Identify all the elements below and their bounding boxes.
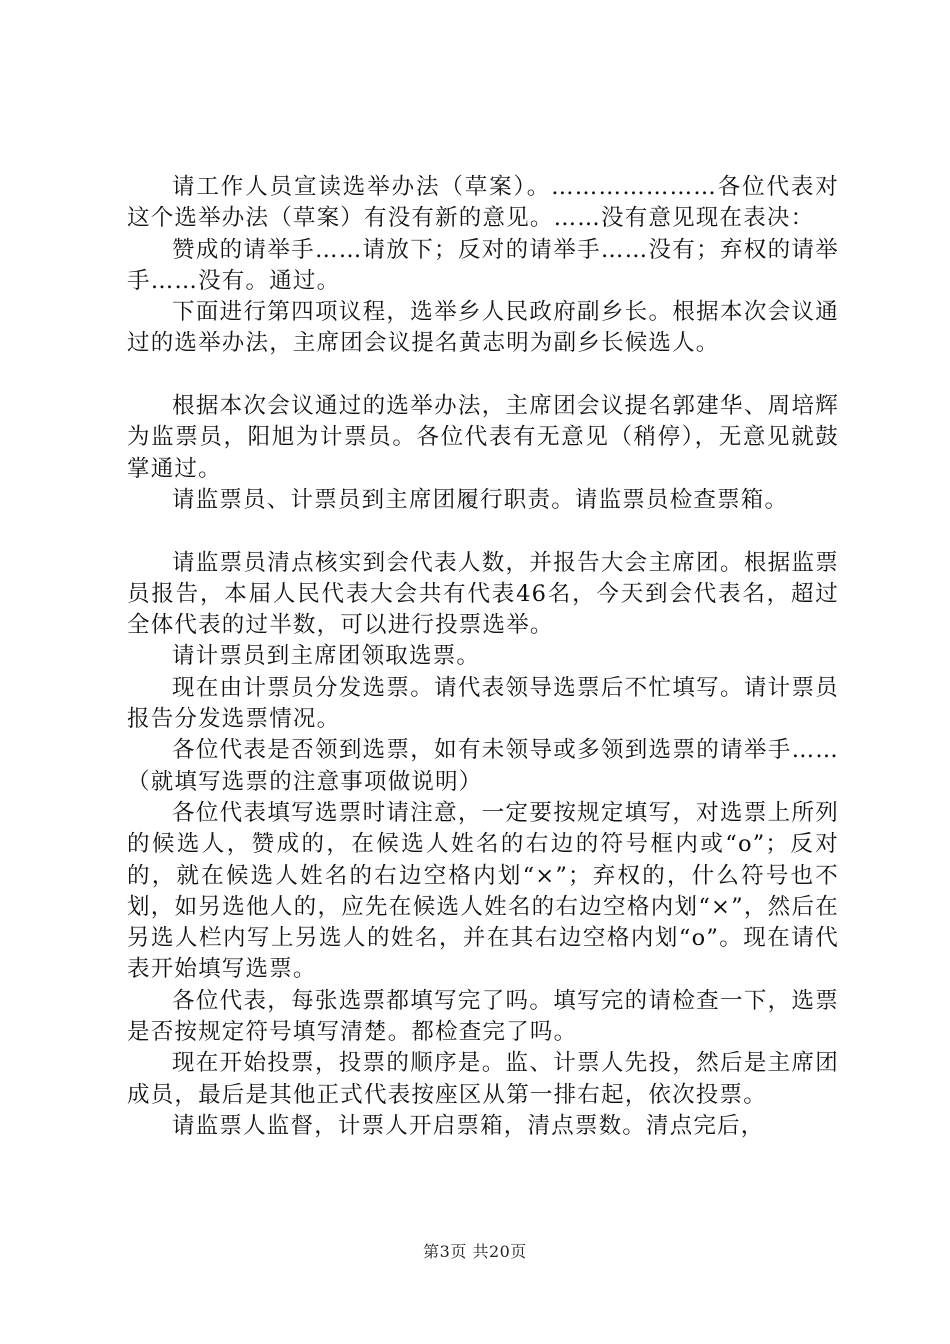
paragraph-13: 请监票人监督，计票人开启票箱，清点票数。清点完后， xyxy=(172,1112,765,1139)
paragraph-2: 赞成的请举手……请放下；反对的请举手……没有；弃权的请举手……没有。通过。 xyxy=(127,236,839,294)
paragraph-1: 请工作人员宣读选举办法（草案）。…………………各位代表对这个选举办法（草案）有没有新的意见。……没有意见现在表决： xyxy=(127,174,839,232)
paragraph-9: 各位代表是否领到选票，如有未领导或多领到选票的请举手……（就填写选票的注意事项做说明） xyxy=(127,737,839,795)
paragraph-3: 下面进行第四项议程，选举乡人民政府副乡长。根据本次会议通过的选举办法，主席团会议提名黄志明为副乡长候选人。 xyxy=(127,299,839,357)
paragraph-5: 请监票员、计票员到主席团履行职责。请监票员检查票箱。 xyxy=(172,486,789,513)
page-number-footer: 第3页 共20页 xyxy=(423,1242,527,1261)
paragraph-10: 各位代表填写选票时请注意，一定要按规定填写，对选票上所列的候选人，赞成的，在候选人姓名的右边的符号框内或“o”；反对的，就在候选人姓名的右边空格内划“×”；弃权的，什么符号也不划，如另选他人的，应先在候选人姓名的右边空格内划“×”，然后在另选人栏内写上另选人的姓名，并在其右边空格内划“o”。现在请代表开始填写选票。 xyxy=(127,799,839,983)
paragraph-6: 请监票员清点核实到会代表人数，并报告大会主席团。根据监票员报告，本届人民代表大会共有代表46名，今天到会代表名，超过全体代表的过半数，可以进行投票选举。 xyxy=(127,549,839,639)
paragraph-8: 现在由计票员分发选票。请代表领导选票后不忙填写。请计票员报告分发选票情况。 xyxy=(127,674,839,733)
paragraph-12: 现在开始投票，投票的顺序是。监、计票人先投，然后是主席团成员，最后是其他正式代表按座区从第一排右起，依次投票。 xyxy=(127,1050,839,1108)
document-body xyxy=(127,172,839,1142)
paragraph-7: 请计票员到主席团领取选票。 xyxy=(172,643,481,670)
paragraph-4: 根据本次会议通过的选举办法，主席团会议提名郭建华、周培辉为监票员，阳旭为计票员。各位代表有无意见（稍停），无意见就鼓掌通过。 xyxy=(127,393,839,482)
paragraph-11: 各位代表，每张选票都填写完了吗。填写完的请检查一下，选票是否按规定符号填写清楚。都检查完了吗。 xyxy=(127,987,839,1046)
